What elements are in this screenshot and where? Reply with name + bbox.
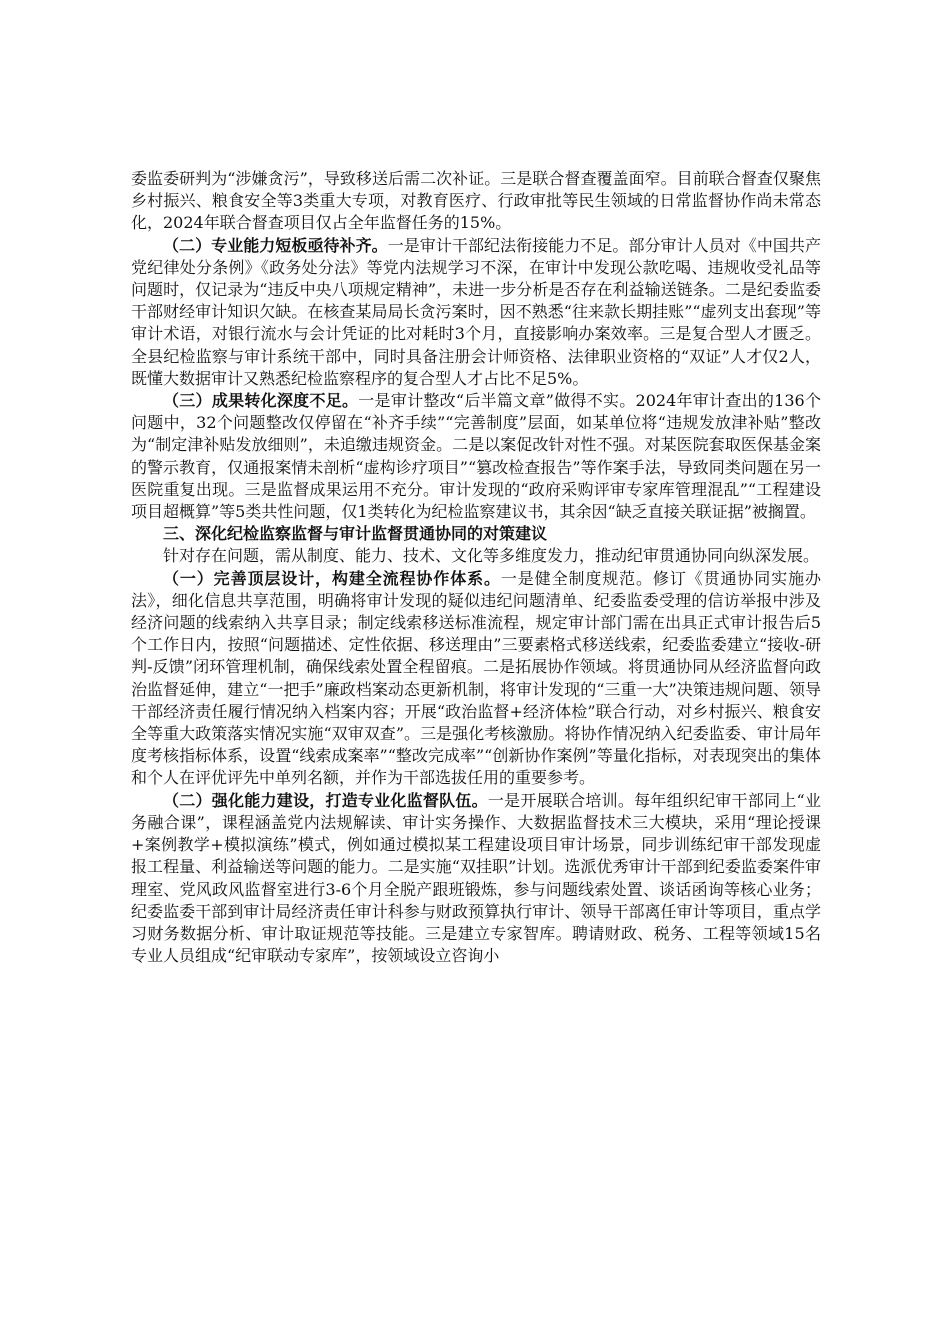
section-heading-text: 三、深化纪检监察监督与审计监督贯通协同的对策建议 xyxy=(163,524,548,544)
section-heading-countermeasures xyxy=(131,523,821,545)
paragraph-text: 一是健全制度规范。修订《贯通协同实施办法》，细化信息共享范围，明确将审计发现的疑似违纪问题清单、纪委监委受理的信访举报中涉及经济问题的线索纳入共享目录；制定线索移送标准流程，规定审计部门需在出具正式审计报告后5个工作日内，按照“问题描述、定性依据、移送理由”三要素格式移送线索，纪委监委建立“接收-研判-反馈”闭环管理机制，确保线索处置全程留痕。二是拓展协作领域。将贯通协同从经济监督向政治监督延伸，建立“一把手”廉政档案动态更新机制，将审计发现的“三重一大”决策违规问题、领导干部经济责任履行情况纳入档案内容；开展“政治监督+经济体检”联合行动，对乡村振兴、粮食安全等重大政策落实情况实施“双审双查”。三是强化考核激励。将协作情况纳入纪委监委、审计局年度考核指标体系，设置“线索成案率”“整改完成率”“创新协作案例”等量化指标，对表现突出的集体和个人在评优评先中单列名额，并作为干部选拔任用的重要参考。 xyxy=(131,568,821,788)
paragraph-continuation xyxy=(131,168,821,235)
paragraph-intro xyxy=(131,545,821,567)
paragraph-text: 一是审计干部纪法衔接能力不足。部分审计人员对《中国共产党纪律处分条例》《政务处分法》等党内法规学习不深，在审计中发现公款吃喝、违规收受礼品等问题时，仅记录为“违反中央八项规定精神”，未进一步分析是否存在利益输送链条。二是纪委监委干部财经审计知识欠缺。在核查某局局长贪污案时，因不熟悉“往来款长期挂账”“虚列支出套现”等审计术语，对银行流水与会计凭证的比对耗时3个月，直接影响办案效率。三是复合型人才匮乏。全县纪检监察与审计系统干部中，同时具备注册会计师资格、法律职业资格的“双证”人才仅2人，既懂大数据审计又熟悉纪检监察程序的复合型人才占比不足5%。 xyxy=(131,235,821,388)
document-page xyxy=(131,168,821,967)
paragraph-professional-capacity xyxy=(131,235,821,390)
paragraph-text: 针对存在问题，需从制度、能力、技术、文化等多维度发力，推动纪审贯通协同向纵深发展。 xyxy=(163,546,820,566)
paragraph-text: 一是开展联合培训。每年组织纪审干部同上“业务融合课”，课程涵盖党内法规解读、审计实务操作、大数据监督技术三大模块，采用“理论授课+案例教学+模拟演练”模式，例如通过模拟某工程建设项目审计场景，同步训练纪审干部发现虚报工程量、利益输送等问题的能力。二是实施“双挂职”计划。选派优秀审计干部到纪委监委案件审理室、党风政风监督室进行3-6个月全脱产跟班锻炼，参与问题线索处置、谈话函询等核心业务；纪委监委干部到审计局经济责任审计科参与财政预算执行审计、领导干部离任审计等项目，重点学习财务数据分析、审计取证规范等技能。三是建立专家智库。聘请财政、税务、工程等领域15名专业人员组成“纪审联动专家库”，按领域设立咨询小 xyxy=(131,790,821,966)
paragraph-top-level-design xyxy=(131,568,821,790)
subheading-capacity-building: （二）强化能力建设，打造专业化监督队伍。 xyxy=(163,790,488,810)
subheading-professional-capacity: （二）专业能力短板亟待补齐。 xyxy=(163,235,388,255)
paragraph-result-transformation xyxy=(131,390,821,523)
paragraph-capacity-building xyxy=(131,790,821,968)
paragraph-text: 一是审计整改“后半篇文章”做得不实。2024年审计查出的136个问题中，32个问题整改仅停留在“补齐手续”“完善制度”层面，如某单位将“违规发放津补贴”整改为“制定津补贴发放细则”，未追缴违规资金。二是以案促改针对性不强。对某医院套取医保基金案的警示教育，仅通报案情未剖析“虚构诊疗项目”“篡改检查报告”等作案手法，导致同类问题在另一医院重复出现。三是监督成果运用不充分。审计发现的“政府采购评审专家库管理混乱”“工程建设项目超概算”等5类共性问题，仅1类转化为纪检监察建议书，其余因“缺乏直接关联证据”被搁置。 xyxy=(131,391,821,522)
subheading-result-transformation: （三）成果转化深度不足。 xyxy=(163,391,359,411)
subheading-top-level-design: （一）完善顶层设计，构建全流程协作体系。 xyxy=(163,568,501,588)
paragraph-text: 委监委研判为“涉嫌贪污”，导致移送后需二次补证。三是联合督查覆盖面窄。目前联合督查仅聚焦乡村振兴、粮食安全等3类重大专项，对教育医疗、行政审批等民生领域的日常监督协作尚未常态化，2024年联合督查项目仅占全年监督任务的15%。 xyxy=(131,169,821,233)
